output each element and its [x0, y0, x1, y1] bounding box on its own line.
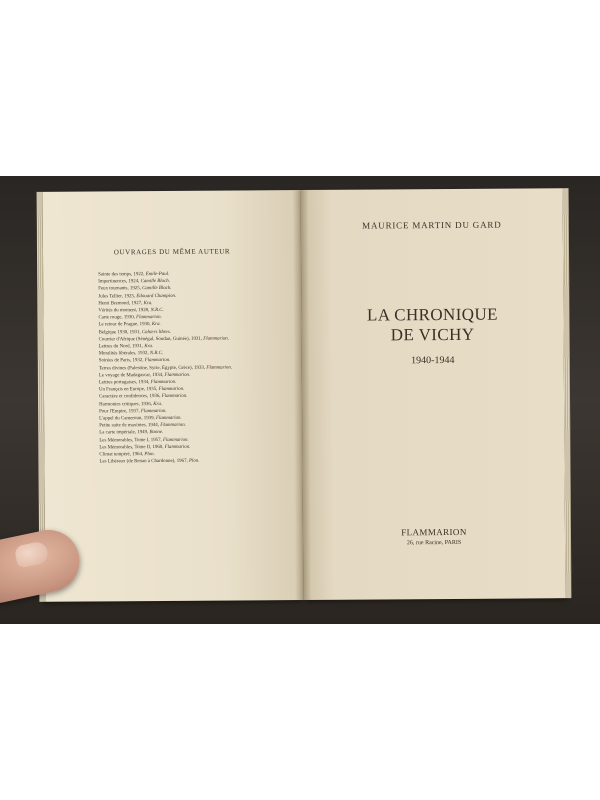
work-title: Courrier d'Afrique (Sénégal, Soudan, Guinée), 1931,	[98, 336, 203, 343]
work-publisher: Flammarion.	[150, 379, 177, 386]
title-line-1: LA CHRONIQUE	[366, 304, 498, 325]
work-publisher: Flammarion.	[158, 387, 185, 393]
work-title: Un Français en Europe, 1935,	[98, 387, 158, 393]
work-publisher: Flammarion.	[164, 444, 191, 450]
work-publisher: Kra.	[144, 344, 154, 350]
work-publisher: Camille Bloch.	[142, 286, 172, 292]
work-publisher: Camille Bloch.	[140, 279, 170, 285]
work-title: L'appel du Cameroun, 1939,	[99, 416, 155, 422]
work-publisher: Kra.	[143, 300, 153, 306]
work-title: Lettres portugaises, 1934,	[98, 380, 150, 386]
work-title: Jules Tellier, 1925,	[98, 293, 136, 300]
right-page	[301, 188, 566, 600]
thumbnail	[14, 540, 50, 568]
publisher-name: FLAMMARION	[401, 526, 467, 538]
work-publisher: Plon.	[188, 459, 200, 465]
work-title: Moralités libérales, 1932,	[98, 351, 149, 357]
work-title: La carte impériale, 1949,	[99, 430, 149, 436]
work-publisher: Flammarion.	[206, 365, 233, 371]
work-publisher: Édouard Champion.	[136, 293, 177, 299]
work-title: Pour l'Empire, 1937,	[99, 409, 140, 415]
work-title: Les Libéraux (de Renan à Chardonne), 1967,	[99, 459, 188, 465]
work-title: Le voyage de Madagascar, 1934,	[98, 372, 164, 379]
book-dates: 1940-1944	[411, 354, 455, 367]
work-publisher: Kra.	[151, 322, 161, 328]
work-title: Soirées de Paris, 1932,	[98, 358, 144, 364]
work-publisher: Kra.	[153, 401, 163, 407]
work-item	[99, 457, 299, 466]
work-title: Belgique 1930, 1931,	[98, 329, 141, 336]
work-publisher: Cahiers libres.	[141, 329, 171, 335]
work-title: Les Mémorables, Tome I, 1957,	[99, 437, 162, 444]
work-publisher: Flammarion.	[144, 358, 171, 364]
title-line-2: DE VICHY	[390, 324, 475, 345]
work-publisher: Bonne.	[149, 430, 164, 436]
work-title: Feux tournants, 1925,	[98, 286, 141, 292]
work-publisher: Flammarion.	[140, 408, 167, 414]
work-publisher: Plon.	[144, 452, 155, 458]
work-publisher: Flammarion.	[160, 423, 186, 429]
left-page	[43, 190, 304, 602]
works-list	[98, 270, 299, 466]
book-gutter	[293, 190, 312, 600]
work-title: Terres divines (Palestine, Syrie, Égypte, Grèce), 1933,	[98, 365, 206, 372]
work-publisher: N.R.C.	[150, 307, 164, 314]
work-publisher: Flammarion.	[203, 336, 229, 342]
works-heading: OUVRAGES DU MÊME AUTEUR	[113, 247, 231, 257]
work-publisher: Flammarion.	[164, 372, 191, 378]
publisher-address: 26, rue Racine, PARIS	[406, 539, 462, 547]
work-publisher: Flammarion.	[161, 394, 188, 400]
work-title: Carte rouge, 1930,	[98, 315, 135, 321]
work-publisher: Flammarion.	[162, 437, 189, 443]
work-title: Les Mémorables, Tome II, 1960,	[99, 444, 164, 451]
work-publisher: Flammarion.	[156, 415, 182, 422]
work-title: Caractère et confidences, 1936,	[98, 394, 161, 400]
work-title: Petite suite de maximes, 1944,	[99, 423, 159, 429]
work-title: Climat tempéré, 1964,	[99, 452, 144, 458]
work-publisher: N.R.C.	[149, 351, 164, 357]
work-publisher: Émile-Paul.	[145, 271, 170, 278]
open-book	[43, 188, 566, 602]
work-title: Vérités du moment, 1928,	[98, 308, 150, 314]
work-title: Le retour de Prague, 1930,	[98, 322, 151, 328]
work-title: Henri Bremond, 1927,	[98, 300, 143, 307]
work-title: Lettres du Nord, 1931,	[98, 344, 144, 350]
work-publisher: Flammarion.	[136, 315, 162, 321]
author-name: MAURICE MARTIN DU GARD	[362, 219, 502, 231]
work-title: Impertinences, 1924,	[98, 279, 140, 285]
work-title: Sainte des temps, 1922,	[98, 272, 145, 278]
book-title	[301, 304, 563, 346]
work-title: Harmonies critiques, 1936,	[99, 401, 153, 408]
